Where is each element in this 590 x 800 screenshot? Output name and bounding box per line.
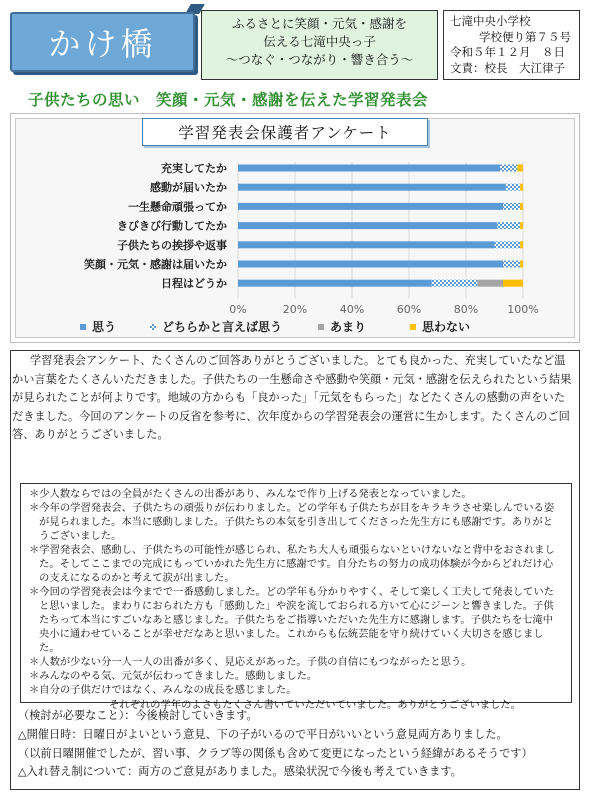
bar-segment [520,241,523,248]
legend-swatch [318,324,324,330]
issue-date: 令和５年１２月 ８日 [450,45,565,59]
comments-box [20,483,572,711]
comment-item: ＊学習発表会、感動し、子供たちの可能性が感じられ、私たち大人も頑張らないといけないなと背中をおされました。そしてここまでの完成にもっていかれた先生方に感謝です。自分たちの努力の成功体験が今からどれだけ心の支えになるのかと考えて涙が出ました。 [29,544,555,584]
legend-label: どちらかと言えば思う [162,320,283,334]
legend-label: あまり [330,320,367,334]
x-tick-label: 80% [453,303,479,316]
bar-segment [238,241,495,248]
x-tick-label: 100% [507,303,539,316]
comments-closing: それぞれの学年のよさもたくさん書いていただいていました。ありがとうございました。 [109,699,521,711]
bar-segment [238,280,432,287]
x-tick-label: 40% [339,303,365,316]
legend-swatch [80,324,86,330]
note-line: （検討が必要なこと）：今後検討していきます。 [18,709,258,722]
newsletter-title: かけ橋 [48,25,157,63]
bar-segment [520,222,523,229]
category-label: 感動が届いたか [150,181,227,195]
x-tick-label: 20% [282,303,308,316]
bar-segment [503,280,523,287]
bar-segment [495,241,521,248]
bar-segment [238,203,503,210]
bar-segment [238,184,506,191]
bar-segment [517,165,523,172]
note-line: △開催日時：日曜日がよいという意見、下の子がいるので平日がいいという意見両方ありました。 [18,727,508,741]
bar-segment [520,203,523,210]
bar-segment [503,261,520,268]
legend-label: 思わない [422,320,471,334]
survey-chart [0,0,590,350]
category-label: 笑顔・元気・感謝は届いたか [84,258,227,271]
comment-item: ＊今回の学習発表会は今までで一番感動しました。どの学年も分かりやすく、そして楽しく工夫して発表していたと思いました。まわりにおられた方も「感動した」や涙を流しておられる方いて心にジーンと響きました。子供たちって本当にすごいなあと感じました。子供たちをご指導いただいた先生方に感謝します。子供たちを七滝中央小に通わせていることが幸せだなあと思いました。これからも伝統芸能を守り続けていく大切さを感じました。 [29,586,554,654]
school-name: 七滝中央小学校 [450,14,531,28]
chart-title: 学習発表会保護者アンケート [142,118,428,146]
bar-segment [520,261,523,268]
category-label: きびきび行動してたか [117,219,227,233]
category-label: 子供たちの挨拶や返事 [117,238,227,252]
legend-label: 思う [92,320,117,334]
category-label: 日程はどうか [161,277,227,291]
comment-item: ＊人数が少ない分一人一人の出番が多く、見応えがあった。子供の自信にもつながったと思う。 [29,656,472,668]
bar-segment [500,165,517,172]
motto-line: ふるさとに笑顔・元気・感謝を [231,16,407,31]
author: 文責：校長 大江律子 [450,60,565,75]
bar-segment [503,203,520,210]
comment-item: ＊今年の学習発表会、子供たちの頑張りが伝わりました。どの学年も子供たちが目をキラキラさせ楽しんでいる姿が見られました。本当に感動しました。子供たちの本気を引き出してくださった先生方にも感謝です。ありがとうございました。 [29,502,555,542]
note-line: （以前日曜開催でしたが、習い事、クラブ等の関係も含めて変更になったという経緯があるそうです） [18,746,533,760]
bar-segment [238,165,500,172]
x-tick-label: 0% [229,303,247,316]
x-tick-label: 60% [396,303,422,316]
bar-segment [520,184,523,191]
category-label: 一生懸命頑張ってか [128,200,227,214]
page-headline: 子供たちの思い 笑顔・元気・感謝を伝えた学習発表会 [28,91,429,109]
motto-line: ～つなぐ・つながり・響き合う～ [225,52,414,67]
bar-segment [497,222,520,229]
bar-segment [506,184,520,191]
category-label: 充実してたか [161,162,227,175]
note-line: △入れ替え制について：両方のご意見がありました。感染状況で今後も考えていきます。 [18,765,462,779]
legend-swatch [150,324,156,330]
intro-paragraph: 学習発表会アンケート、たくさんのご回答ありがとうございました。とても良かった、充実していたなど温かい言葉をたくさんいただきました。子供たちの一生懸命さや感動や笑顔・元気・感謝を伝えられたという結果が見られたことが何よりです。地域の方からも「良かった」「元気をもらった」などたくさんの感動の声をいただきました。今回のアンケートの反省を参考に、次年度からの学習発表会の運営に生かします。たくさんのご回答、ありがとうございました。 [12,354,572,441]
bar-segment [477,280,503,287]
issue-number: 学校便り第７５号 [479,29,571,44]
bar-segment [238,222,497,229]
bar-segment [432,280,478,287]
notes-section [18,707,578,782]
legend-swatch [410,324,416,330]
comment-item: ＊みんなのやる気、元気が伝わってきました。感動しました。 [29,670,318,682]
comment-item: ＊少人数ならではの全員がたくさんの出番があり、みんなで作り上げる発表となっていました。 [29,488,472,500]
motto-line: 伝える七滝中央っ子 [263,34,376,49]
bar-segment [238,261,503,268]
comment-item: ＊自分の子供だけではなく、みんなの成長を感じました。 [29,684,297,696]
